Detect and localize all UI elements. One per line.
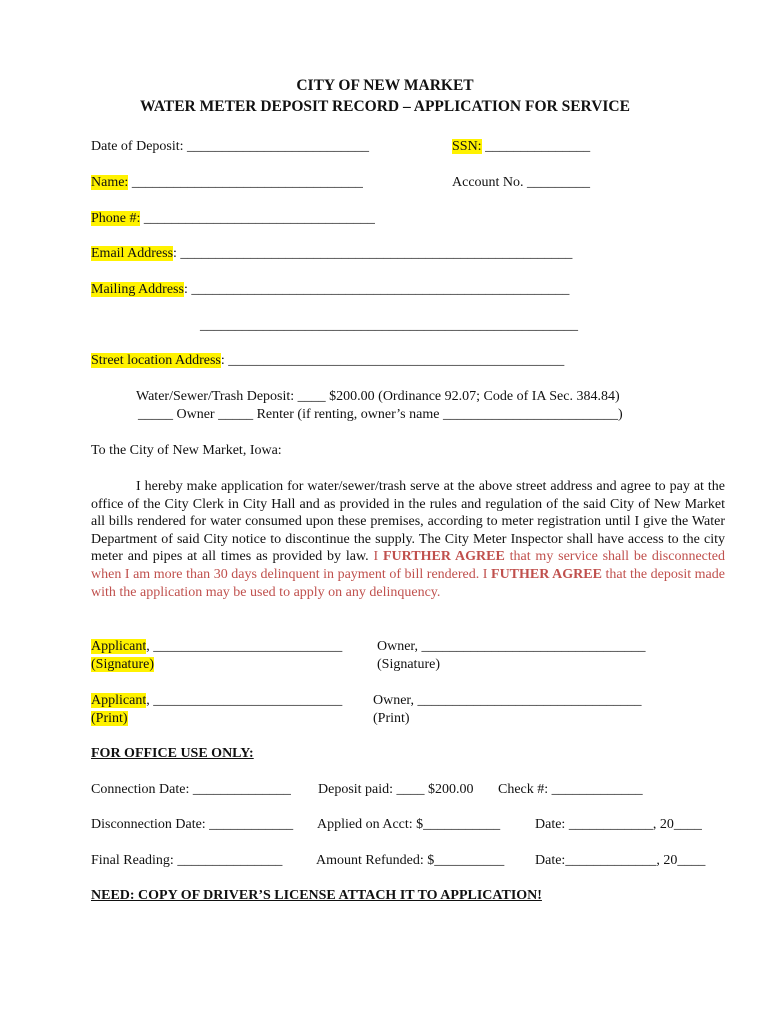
office-use-heading: FOR OFFICE USE ONLY: [91,746,254,761]
owner-signature-sub: (Signature) [377,657,440,672]
paragraph-red-2: that the deposit made with the application may be used to apply on any delinquency. [91,566,725,600]
ssn-label: SSN: [452,139,482,154]
applied-on-acct-field[interactable]: Applied on Acct: $___________ [317,817,501,832]
title-city: CITY OF NEW MARKET [296,77,474,94]
mailing-address-field[interactable] [91,281,569,299]
further-agree-1: FURTHER AGREE [383,549,505,565]
drivers-license-notice: NEED: COPY OF DRIVER’S LICENSE ATTACH IT TO APPLICATION! [91,888,542,903]
applicant-sig-blank: , ___________________________ [146,639,343,654]
further-agree-2: FUTHER AGREE [491,566,602,582]
deposit-line[interactable]: Water/Sewer/Trash Deposit: ____ $200.00 (Ordinance 92.07; Code of IA Sec. 384.84) [136,389,620,404]
mailing-blank: : ______________________________________________________ [183,282,570,297]
street-label: Street location Address [91,353,221,368]
amount-refunded-field[interactable]: Amount Refunded: $__________ [316,853,505,868]
applicant-print-blank: , ___________________________ [146,693,343,708]
applicant-signature-field[interactable] [91,638,342,656]
ssn-field[interactable] [452,138,590,156]
applicant-signature-sub [91,656,154,674]
name-blank: _________________________________ [128,175,363,190]
date-of-deposit-field[interactable]: Date of Deposit: __________________________ [91,139,370,154]
phone-field[interactable] [91,210,375,228]
connection-date-field[interactable]: Connection Date: ______________ [91,782,291,797]
applicant-print-sub: (Print) [91,711,128,726]
account-no-field[interactable]: Account No. _________ [452,175,591,190]
email-label: Email Address [91,246,174,261]
date-field-1[interactable]: Date: ____________, 20____ [535,817,702,832]
disconnection-date-field[interactable]: Disconnection Date: ____________ [91,817,294,832]
application-paragraph [91,478,725,601]
owner-renter-line[interactable]: _____ Owner _____ Renter (if renting, owner’s name _________________________) [138,407,623,422]
name-field[interactable] [91,174,363,192]
mailing-label: Mailing Address [91,282,184,297]
applicant-sig-sub: (Signature) [91,657,154,672]
owner-print-sub: (Print) [373,711,410,726]
check-number-field[interactable]: Check #: _____________ [498,782,643,797]
owner-signature-field[interactable]: Owner, ________________________________ [377,639,646,654]
deposit-paid-field[interactable]: Deposit paid: ____ $200.00 [318,782,474,797]
street-blank: : ________________________________________________ [220,353,565,368]
paragraph-i1: I [373,549,383,565]
applicant-print-field[interactable] [91,692,342,710]
final-reading-field[interactable]: Final Reading: _______________ [91,853,283,868]
email-field[interactable] [91,245,572,263]
paragraph-red-1: that my service shall be disconnected when I am more than 30 days delinquent in payment of bill rendered. I [91,549,725,582]
phone-label: Phone #: [91,211,141,226]
applicant-sig-label: Applicant [91,639,147,654]
name-label: Name: [91,175,129,190]
email-blank: : ________________________________________________________ [173,246,573,261]
street-address-field[interactable] [91,352,564,370]
paragraph-body: I hereby make application for water/sewer/trash serve at the above street address and agree to pay at the office of the City Clerk in City Hall and as provided in the rules and regulation of the said City of New Market all bills rendered for water consumed upon these premises, according to meter registration until I give the Water Department of said City notice to discontinue the supply. The City Meter Inspector shall have access to the city meter and pipes at all times as provided by law. [91,479,725,565]
salutation: To the City of New Market, Iowa: [91,443,282,458]
phone-blank: _________________________________ [140,211,375,226]
mailing-address-line2[interactable]: ______________________________________________________ [200,318,578,333]
ssn-blank: _______________ [481,139,591,154]
applicant-print-sub-wrap [91,710,128,728]
applicant-print-label: Applicant [91,693,147,708]
date-field-2[interactable]: Date:_____________, 20____ [535,853,706,868]
owner-print-field[interactable]: Owner, ________________________________ [373,693,642,708]
title-form: WATER METER DEPOSIT RECORD – APPLICATION FOR SERVICE [140,98,630,115]
